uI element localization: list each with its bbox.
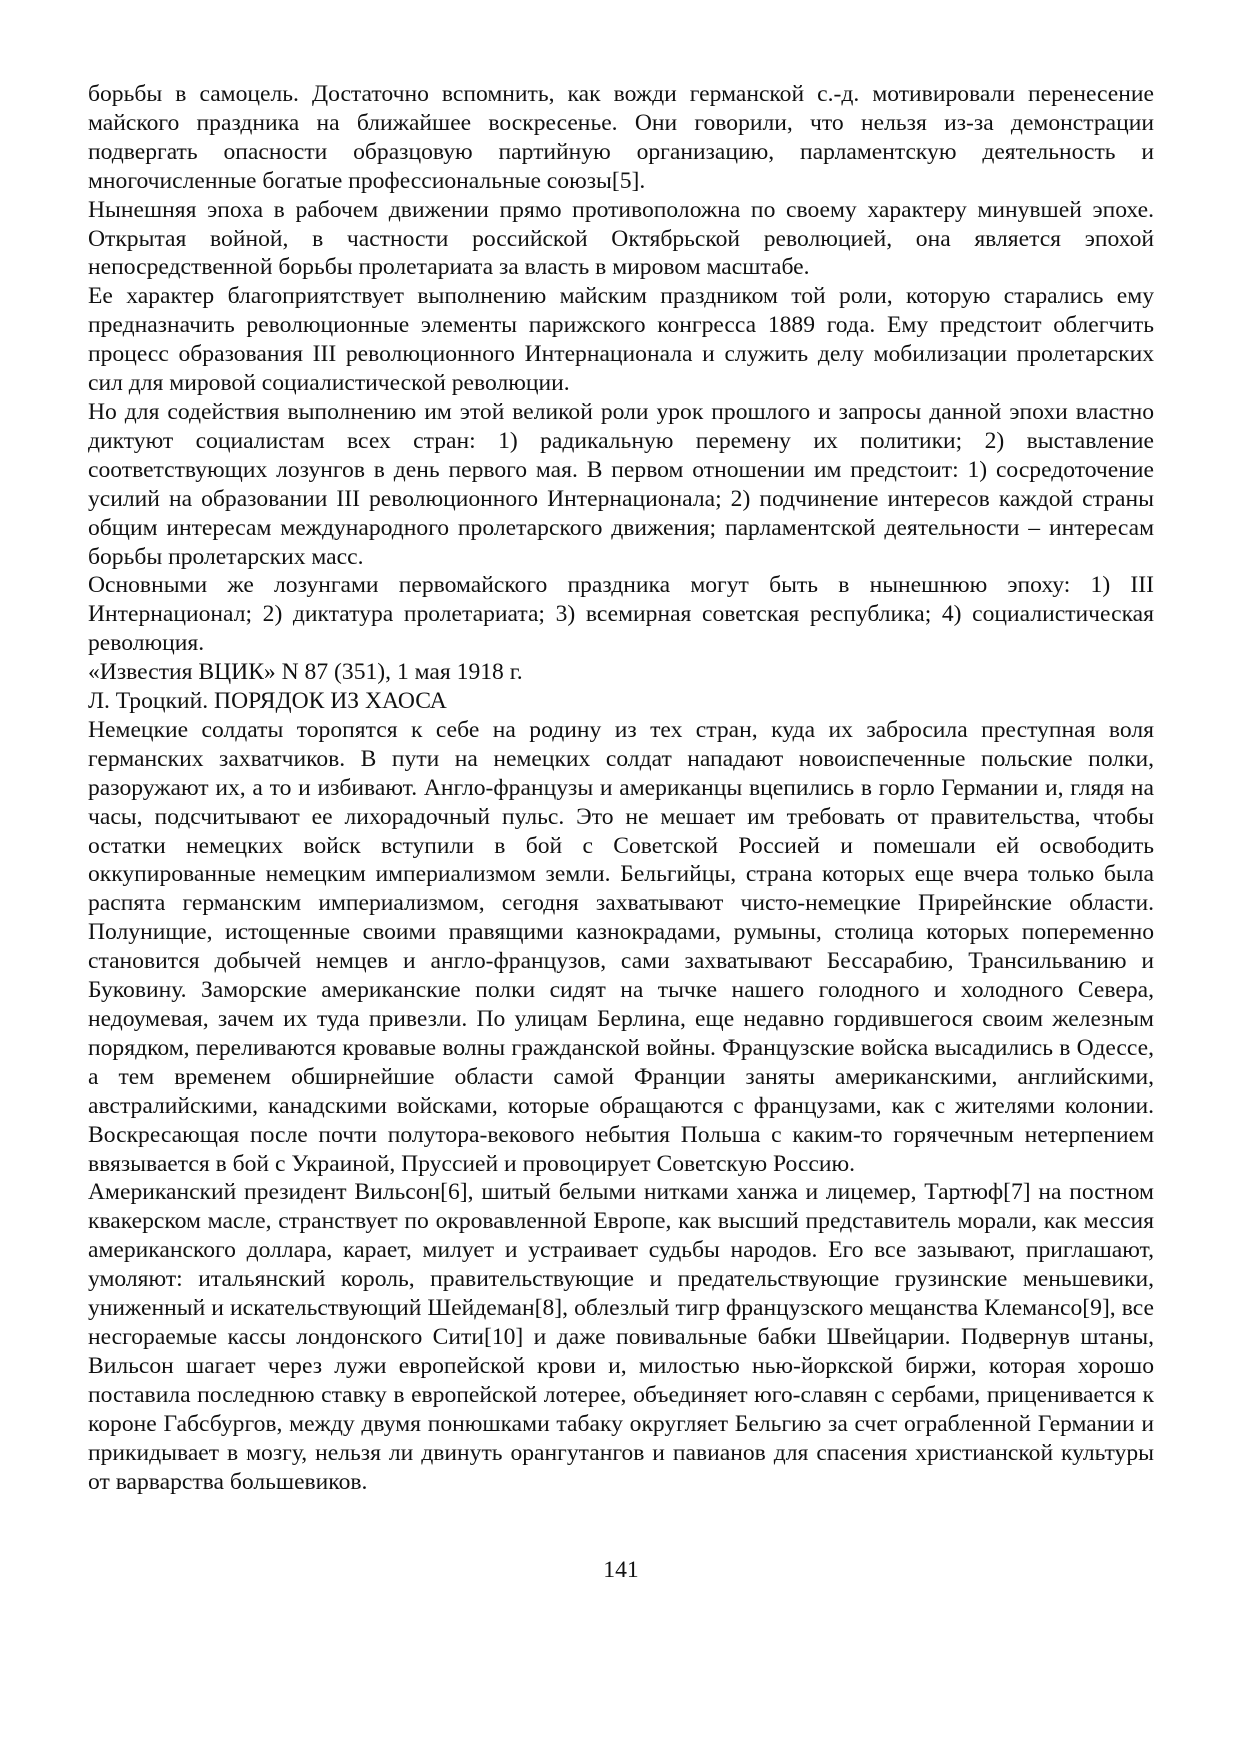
page-body xyxy=(88,80,1154,1496)
article-paragraph: Немецкие солдаты торопятся к себе на родину из тех стран, куда их забросила преступная воля германских захватчиков. В пути на немецких солдат нападают новоиспеченные польские полки, разоружают их, а то и избивают. Англо-французы и американцы вцепились в горло Германии и, глядя на часы, подсчитывают ее лихорадочный пульс. Это не мешает им требовать от правительства, чтобы остатки немецких войск вступили в бой с Советской Россией и помешали ей освободить оккупированные немецким империализмом земли. Бельгийцы, страна которых еще вчера только была распята германским империализмом, сегодня захватывают чисто-немецкие Прирейнские области. Полунищие, истощенные своими правящими казнокрадами, румыны, столица которых попеременно становится добычей немцев и англо-французов, сами захватывают Бессарабию, Трансильванию и Буковину. Заморские американские полки сидят на тычке нашего голодного и холодного Севера, недоумевая, зачем их туда привезли. По улицам Берлина, еще недавно гордившегося своим железным порядком, переливаются кровавые волны гражданской войны. Французские войска высадились в Одессе, а тем временем обширнейшие области самой Франции заняты американскими, английскими, австралийскими, канадскими войсками, которые обращаются с французами, как с жителями колонии. Воскресающая после почти полутора-векового небытия Польша с каким-то горячечным нетерпением ввязывается в бой с Украиной, Пруссией и провоцирует Советскую Россию. xyxy=(88,716,1154,1177)
paragraph: Но для содействия выполнению им этой великой роли урок прошлого и запросы данной эпохи властно диктуют социалистам всех стран: 1) радикальную перемену их политики; 2) выставление соответствующих лозунгов в день первого мая. В первом отношении им предстоит: 1) сосредоточение усилий на образовании III революционного Интернационала; 2) подчинение интересов каждой страны общим интересам международного пролетарского движения; парламентской деятельности – интересам борьбы пролетарских масс. xyxy=(88,398,1154,570)
article-title: Л. Троцкий. ПОРЯДОК ИЗ ХАОСА xyxy=(88,688,447,715)
paragraph: борьбы в самоцель. Достаточно вспомнить, как вожди германской с.-д. мотивировали перенесение майского праздника на ближайшее воскресенье. Они говорили, что нельзя из-за демонстрации подвергать опасности образцовую партийную организацию, парламентскую деятельность и многочисленные богатые профессиональные союзы[5]. xyxy=(88,81,1154,194)
page-number: 141 xyxy=(603,1557,639,1583)
paragraph: Ее характер благоприятствует выполнению майским праздником той роли, которую старались ему предназначить революционные элементы парижского конгресса 1889 года. Ему предстоит облегчить процесс образования III революционного Интернационала и служить делу мобилизации пролетарских сил для мировой социалистической революции. xyxy=(88,283,1154,397)
source-citation: «Известия ВЦИК» N 87 (351), 1 мая 1918 г. xyxy=(88,659,523,686)
article-paragraph: Американский президент Вильсон[6], шитый белыми нитками ханжа и лицемер, Тартюф[7] на постном квакерском масле, странствует по окровавленной Европе, как высший представитель морали, как мессия американского доллара, карает, милует и устраивает судьбы народов. Его все зазывают, приглашают, умоляют: итальянский король, правительствующие и предательствующие грузинские меньшевики, униженный и искательствующий Шейдеман[8], облезлый тигр французского мещанства Клемансо[9], все несгораемые кассы лондонского Сити[10] и даже повивальные бабки Швейцарии. Подвернув штаны, Вильсон шагает через лужи европейской крови и, милостью нью-йоркской биржи, которая хорошо поставила последнюю ставку в европейской лотерее, объединяет юго-славян с сербами, приценивается к короне Габсбургов, между двумя понюшками табаку округляет Бельгию за счет ограбленной Германии и прикидывает в мозгу, нельзя ли двинуть орангутангов и павианов для спасения христианской культуры от варварства большевиков. xyxy=(88,1179,1154,1495)
paragraph: Нынешняя эпоха в рабочем движении прямо противоположна по своему характеру минувшей эпохе. Открытая войной, в частности российской Октябрьской революцией, она является эпохой непосредственной борьбы пролетариата за власть в мировом масштабе. xyxy=(88,196,1154,281)
paragraph: Основными же лозунгами первомайского праздника могут быть в нынешнюю эпоху: 1) III Интернационал; 2) диктатура пролетариата; 3) всемирная советская республика; 4) социалистическая революция. xyxy=(88,572,1154,657)
